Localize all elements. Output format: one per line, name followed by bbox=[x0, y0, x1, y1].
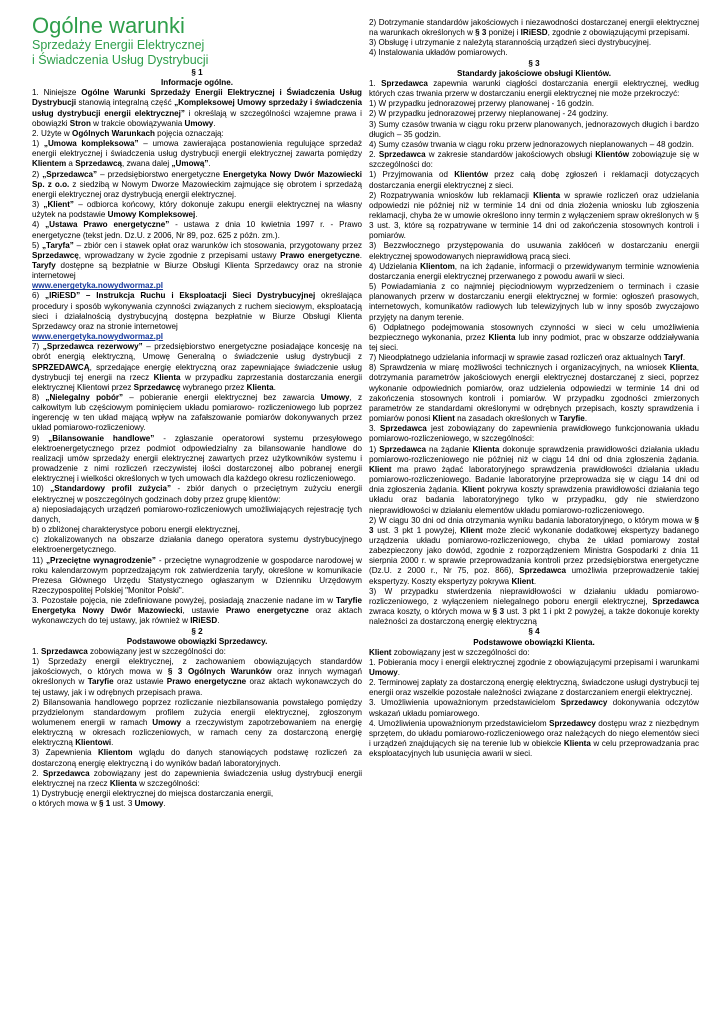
list-item: 2) Dotrzymanie standardów jakościowych i niezawodności dostarczanej energii elektrycznej na warunkach określonych w § 3 poniżej i IRiESD, zgodnie z obowiązującymi przepisami. bbox=[369, 18, 699, 38]
definition-nielegalny-pobor: 8) „Nielegalny pobór” – pobieranie energii elektrycznej bez zawarcia Umowy, z całkowitym lub częściowym pominięciem układu pomiarowo- rozliczeniowego lub poprzez ingerencję w ten układ mającą wpływ na zafałszowanie pomiarów dokonywanych przez układ pomiarowo-rozliczeniowy. bbox=[32, 393, 362, 433]
left-column bbox=[32, 14, 362, 809]
list-item: 2) W przypadku jednorazowej przerwy nieplanowanej - 24 godziny. bbox=[369, 109, 609, 119]
paragraph-2-1: 1. Sprzedawca zobowiązany jest w szczególności do: bbox=[32, 646, 226, 656]
document-subtitle-line-1: Sprzedaży Energii Elektrycznej bbox=[32, 38, 205, 52]
list-item: 5) Powiadamiania z co najmniej pięciodniowym wyprzedzeniem o terminach i czasie planowanych przerw w dostarczaniu energii elektrycznej w formie: ogłoszeń prasowych, internetowych, komunikatów radiowych lub telewizyjnych lub w inny sposób zwyczajowo przyjęty na danym terenie. bbox=[369, 282, 699, 322]
section-heading: Informacje ogólne. bbox=[161, 78, 233, 88]
list-item: 1. Pobierania mocy i energii elektrycznej zgodnie z obowiązującymi przepisami i warunkami Umowy. bbox=[369, 657, 699, 677]
list-item: 2) Bilansowania handlowego poprzez rozliczanie niezbilansowania powstałego pomiędzy przydzielonym standardowym profilem zużycia energii elektrycznej, zgłoszonym wolumenem energii w ramach Umowy a rzeczywistym zapotrzebowaniem na energię elektryczną w okresach rozliczeniowych, w ramach ceny za dostarczoną energię elektryczną Klientowi. bbox=[32, 697, 363, 748]
list-item: 8) Sprawdzenia w miarę możliwości technicznych i organizacyjnych, na wniosek Klienta, dotrzymania parametrów jakościowych energii elektrycznej dostarczanej z sieci, poprzez wykonanie odpowiednich pomiarów, oraz udzielenia odpowiedzi w terminie 14 dni od zakończenia stosownych kontroli i pomiarów. W przypadku zgodności zmierzonych parametrów ze standardami określonymi w odrębnych przepisach, koszty sprawdzenia i pomiarów ponosi Klient na zasadach określonych w Taryfie. bbox=[369, 363, 699, 424]
list-item: 2. Terminowej zapłaty za dostarczoną energię elektryczną, świadczone usługi dystrybucji tej energii oraz wszelkie pozostałe należności związane z dostarczaniem energii elektrycznej. bbox=[369, 678, 699, 698]
list-item: 7) Nieodpłatnego udzielania informacji w sprawie zasad rozliczeń oraz aktualnych Taryf. bbox=[369, 353, 686, 363]
list-item: b) o zbliżonej charakterystyce poboru energii elektrycznej, bbox=[32, 525, 240, 535]
list-item: 1) Sprzedawca na żądanie Klienta dokonuje sprawdzenia prawidłowości działania układu pomiarowo-rozliczeniowego nie później niż w ciągu 14 dni od dnia zgłoszenia żądania. Klient ma prawo żądać laboratoryjnego sprawdzenia prawidłowości działania układu pomiarowo-rozliczeniowego. Badanie laboratoryjne przeprowadza się w ciągu 14 dni od dnia zgłoszenia żądania. Klient pokrywa koszty sprawdzenia prawidłowości działania tego układu oraz badania laboratoryjnego tylko w przypadku, gdy nie stwierdzono nieprawidłowości w działaniu elementów układu pomiarowo-rozliczeniowego. bbox=[369, 444, 699, 515]
list-item: 1) Przyjmowania od Klientów przez całą dobę zgłoszeń i reklamacji dotyczących dostarczania energii elektrycznej z sieci. bbox=[369, 170, 699, 190]
list-item: 6) Odpłatnego podejmowania stosownych czynności w sieci w celu umożliwienia bezpiecznego wykonania, przez Klienta lub inny podmiot, prac w obszarze oddziaływania tej sieci. bbox=[369, 322, 699, 352]
paragraph-2-2: 2. Sprzedawca zobowiązany jest do zapewnienia świadczenia usług dystrybucji energii elektrycznej na rzecz Klienta w szczególności: bbox=[32, 768, 362, 788]
list-item: 3) W przypadku stwierdzenia nieprawidłowości w działaniu układu pomiarowo-rozliczeniowego, z wyłączeniem nielegalnego poboru energii elektrycznej, Sprzedawca zwraca koszty, o których mowa w § 3 ust. 3 pkt 1 i pkt 2 powyżej, a także dokonuje korekty należności za dostarczoną energię elektryczną bbox=[369, 586, 699, 627]
list-item: o których mowa w § 1 ust. 3 Umowy. bbox=[32, 799, 166, 809]
definition-bilansowanie: 9) „Bilansowanie handlowe” - zgłaszanie operatorowi systemu przesyłowego elektroenergetycznego przez podmiot odpowiedzialny za bilansowanie handlowe do realizacji umów sprzedaży energii elektrycznej zawartych przez użytkowników systemu i prowadzenie z nimi rozliczeń rzeczywistej ilości dostarczonej albo pobranej energii elektrycznej i wielkości określonych w tych umowach dla każdego okresu rozliczeniowego. bbox=[32, 433, 362, 484]
website-link[interactable]: www.energetyka.nowydwormaz.pl bbox=[32, 281, 164, 291]
definition-profil-zuzycia: 10) „Standardowy profil zużycia” - zbiór danych o przeciętnym zużyciu energii elektrycznej w poszczególnych godzinach doby przez grupę klientów: bbox=[32, 484, 363, 504]
definition-iriesd: 6) „IRiESD” – Instrukcja Ruchu i Eksploatacji Sieci Dystrybucyjnej określająca procedury i sposób wykonywania czynności związanych z ruchem sieciowym, eksploatacją sieci i działalnością dystrybucyjną dostępna bezpłatnie w Biurze Obsługi Klienta Sprzedawcy oraz na stronie internetowej bbox=[32, 291, 362, 331]
list-item: 3) Sumy czasów trwania w ciągu roku przerw planowanych, jednorazowych długich i bardzo długich – 35 godzin. bbox=[369, 119, 699, 139]
definition-sprzedawca: 2) „Sprzedawca” – przedsiębiorstwo energetyczne Energetyka Nowy Dwór Mazowiecki Sp. z o.o. z siedzibą w Nowym Dworze Mazowieckim zajmujące się obrotem i sprzedażą energii elektrycznej oraz dystrybucją energii elektrycznej. bbox=[32, 169, 362, 199]
list-item: 3) Obsługę i utrzymanie z należytą starannością urządzeń sieci dystrybucyjnej. bbox=[369, 38, 652, 48]
list-item: 3) Zapewnienia Klientom wglądu do danych stanowiących podstawę rozliczeń za dostarczoną energię elektryczną i do wyników badań laboratoryjnych. bbox=[32, 748, 362, 768]
definition-sprzedawca-rezerwowy: 7) „Sprzedawca rezerwowy” – przedsiębiorstwo energetyczne posiadające koncesję na obrót energią elektryczną, Umowę Generalną o świadczenie usług dystrybucji z SPRZEDAWCĄ, sprzedające energię elektryczną oraz zapewniające świadczenie usług dystrybucji tej energii na rzecz Klienta w przypadku zaprzestania dostarczania energii elektrycznej Klientowi przez Sprzedawcę wybranego przez Klienta. bbox=[32, 342, 363, 392]
definition-ustawa: 4) „Ustawa Prawo energetyczne” - ustawa z dnia 10 kwietnia 1997 r. - Prawo energetyczne (tekst jedn. Dz.U. z 2006, Nr 89, poz. 625 z późn. zm.). bbox=[32, 220, 363, 240]
list-item: c) zlokalizowanych na obszarze działania danego operatora systemu dystrybucyjnego elektroenergetycznego. bbox=[32, 535, 362, 555]
list-item: 1) Sprzedaży energii elektrycznej, z zachowaniem obowiązujących standardów jakościowych, o których mowa w § 3 Ogólnych Warunków oraz innych wymagań określonych w Taryfie oraz ustawie Prawo energetyczne oraz aktach wykonawczych do tej ustawy, jak i w odrębnych przepisach prawa. bbox=[32, 657, 362, 697]
paragraph-1-2: 2. Użyte w Ogólnych Warunkach pojęcia oznaczają: bbox=[32, 128, 224, 138]
section-number: § 1 bbox=[191, 68, 203, 77]
document-subtitle-line-2: i Świadczenia Usług Dystrybucji bbox=[32, 53, 209, 67]
section-number: § 4 bbox=[528, 627, 540, 637]
list-item: 1) W przypadku jednorazowej przerwy planowanej - 16 godzin. bbox=[369, 99, 594, 109]
paragraph-3-2: 2. Sprzedawca w zakresie standardów jakościowych obsługi Klientów zobowiązuje się w szczególności do: bbox=[369, 150, 700, 170]
list-item: a) nieposiadających urządzeń pomiarowo-rozliczeniowych umożliwiających rejestrację tych danych, bbox=[32, 504, 362, 524]
definition-umowa: 1) „Umowa kompleksowa” – umowa zawierająca postanowienia regulujące sprzedaż energii elektrycznej i świadczenia usług dystrybucji energii elektrycznej zawarta pomiędzy Klientem a Sprzedawcą, zwana dalej „Umową”. bbox=[32, 139, 362, 169]
paragraph-1-3: 3. Pozostałe pojęcia, nie zdefiniowane powyżej, posiadają znaczenie nadane im w Taryfie Energetyka Nowy Dwór Mazowiecki, ustawie Prawo energetyczne oraz aktach wykonawczych do tej ustawy, jak również w IRiESD. bbox=[32, 596, 362, 626]
list-item: 4) Sumy czasów trwania w ciągu roku przerw jednorazowych nieplanowanych – 48 godzin. bbox=[369, 139, 694, 149]
section-heading: Podstawowe obowiązki Klienta. bbox=[473, 637, 595, 647]
list-item: 3) Bezzwłocznego przystępowania do usuwania zakłóceń w dostarczaniu energii elektrycznej spowodowanych nieprawidłową pracą sieci. bbox=[369, 241, 699, 261]
definition-klient: 3) „Klient” – odbiorca końcowy, który dokonuje zakupu energii elektrycznej na własny użytek na podstawie Umowy Kompleksowej. bbox=[32, 200, 362, 220]
definition-taryfa: 5) „Taryfa” – zbiór cen i stawek opłat oraz warunków ich stosowania, przygotowany przez Sprzedawcę, wprowadzany w życie zgodnie z przepisami ustawy Prawo energetyczne. Taryfy dostępne są bezpłatnie w Biurze Obsługi Klienta Sprzedawcy oraz na stronie internetowej bbox=[32, 240, 363, 281]
list-item: 4) Instalowania układów pomiarowych. bbox=[369, 48, 508, 58]
section-number: § 2 bbox=[191, 626, 203, 636]
list-item: 3. Umożliwienia upoważnionym przedstawicielom Sprzedawcy dokonywania odczytów wskazań układu pomiarowego. bbox=[369, 698, 699, 718]
section-heading: Standardy jakościowe obsługi Klientów. bbox=[457, 68, 611, 78]
list-item: 2) W ciągu 30 dni od dnia otrzymania wyniku badania laboratoryjnego, o którym mowa w § 3 ust. 3 pkt 1 powyżej, Klient może zlecić wykonanie dodatkowej ekspertyzy badanego urządzenia układu pomiarowo-rozliczeniowego, chyba że układ pomiarowy został zabezpieczony jako dowód, zgodnie z rozporządzeniem Ministra Gospodarki z dnia 11 sierpnia 2000 r. w sprawie przeprowadzania kontroli przez przedsiębiorstwa energetyczne (Dz.U. z 2000 r., Nr 75, poz. 866), Sprzedawca umożliwia przeprowadzenie takiej ekspertyzy. Koszty ekspertyzy pokrywa Klient. bbox=[369, 515, 699, 586]
list-item: 4) Udzielania Klientom, na ich żądanie, informacji o przewidywanym terminie wznowienia dostarczania energii elektrycznej przerwanego z powodu awarii w sieci. bbox=[369, 261, 699, 281]
document-title: Ogólne warunki bbox=[32, 13, 185, 38]
list-item: 1) Dystrybucję energii elektrycznej do miejsca dostarczania energii, bbox=[32, 789, 274, 799]
paragraph-3-3: 3. Sprzedawca jest zobowiązany do zapewnienia prawidłowego funkcjonowania układu pomiarowo-rozliczeniowego, w szczególności: bbox=[369, 424, 700, 444]
definition-wynagrodzenie: 11) „Przeciętne wynagrodzenie” - przeciętne wynagrodzenie w gospodarce narodowej w roku kalendarzowym poprzedzającym rok zatwierdzenia taryfy, określone w komunikacie Prezesa Głównego Urzędu Statystycznego ogłaszanym w Dzienniku Urzędowym Rzeczypospolitej Polskiej "Monitor Polski". bbox=[32, 555, 362, 595]
right-column bbox=[369, 18, 699, 759]
paragraph-3-1: 1. Sprzedawca zapewnia warunki ciągłości dostarczania energii elektrycznej, według których czas trwania przerw w dostarczaniu energii elektrycznej nie może przekroczyć: bbox=[369, 78, 700, 99]
list-item: 2) Rozpatrywania wniosków lub reklamacji Klienta w sprawie rozliczeń oraz udzielania odpowiedzi nie później niż w terminie 14 dni od dnia złożenia wniosku lub zgłoszenia reklamacji, chyba że w umowie określono inny termin z wyłączeniem spraw określonych w § 3 ust. 3, które są rozpatrywane w terminie 14 dni od zakończenia stosownych kontroli i pomiarów. bbox=[369, 190, 699, 241]
section-heading: Podstawowe obowiązki Sprzedawcy. bbox=[126, 636, 268, 646]
paragraph-4-intro: Klient zobowiązany jest w szczególności do: bbox=[369, 647, 530, 657]
list-item: 4. Umożliwienia upoważnionym przedstawicielom Sprzedawcy dostępu wraz z niezbędnym sprzętem, do układu pomiarowo-rozliczeniowego oraz należących do niego elementów sieci i urządzeń znajdujących się na terenie lub w obiekcie Klienta w celu przeprowadzania prac eksploatacyjnych lub usunięcia awarii w sieci. bbox=[369, 718, 699, 759]
paragraph-1-1: 1. Niniejsze Ogólne Warunki Sprzedaży Energii Elektrycznej i Świadczenia Usług Dystrybucji stanowią integralną część „Kompleksowej Umowy sprzedaży i świadczenia usług dystrybucji energii elektrycznej” i określają w szczególności wzajemne prawa i obowiązki Stron w trakcie obowiązywania Umowy. bbox=[32, 88, 362, 128]
website-link[interactable]: www.energetyka.nowydwormaz.pl bbox=[32, 332, 164, 342]
section-number: § 3 bbox=[528, 58, 540, 68]
